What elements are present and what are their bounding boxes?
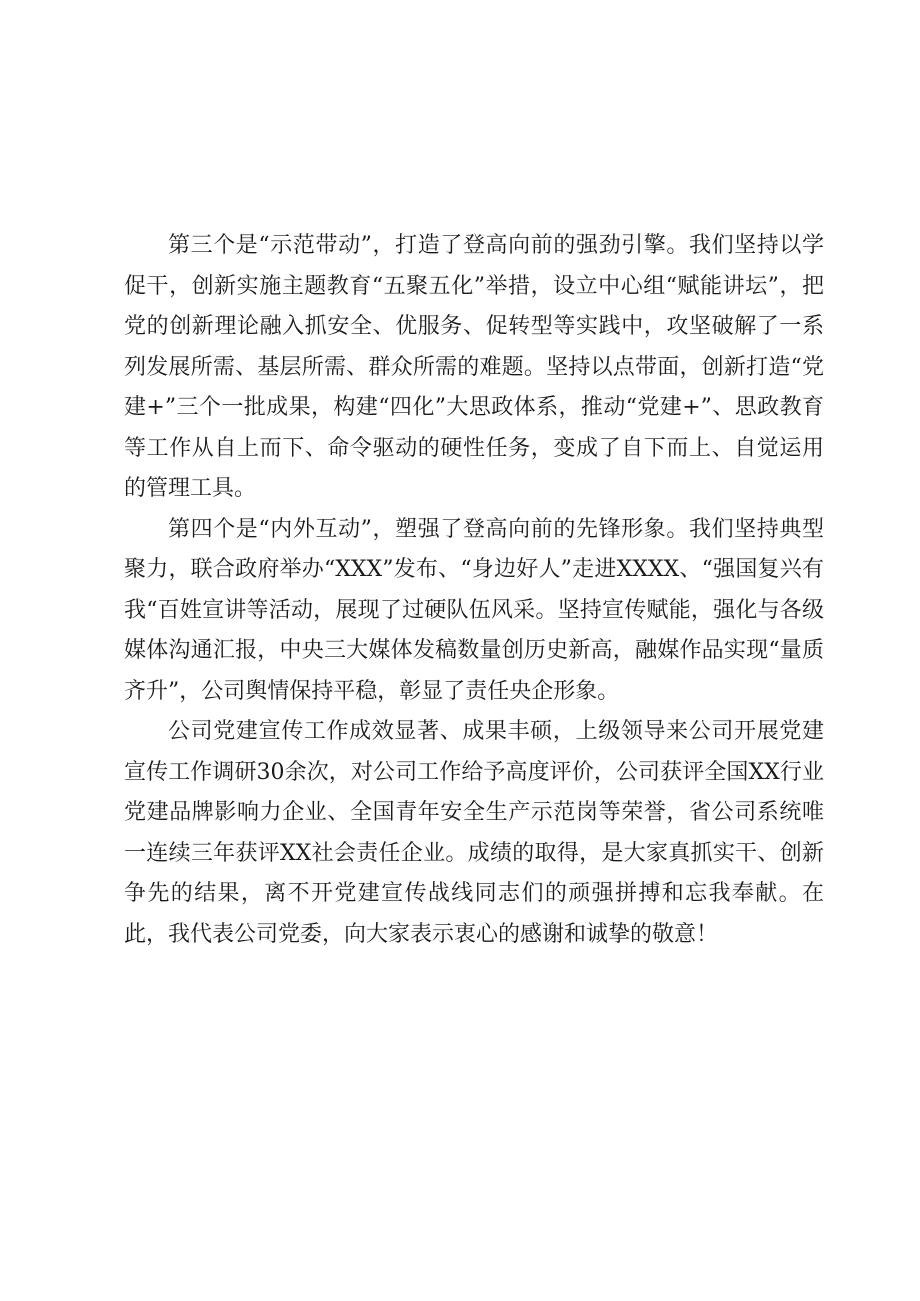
paragraph-demonstration: 第三个是“示范带动”，打造了登高向前的强劲引擎。我们坚持以学促干，创新实施主题教育“五聚五化”举措，设立中心组“赋能讲坛”，把党的创新理论融入抓安全、优服务、促转型等实践中，攻坚破解了一系列发展所需、基层所需、群众所需的难题。坚持以点带面，创新打造“党建+”三个一批成果，构建“四化”大思政体系，推动“党建+”、思政教育等工作从自上而下、命令驱动的硬性任务，变成了自下而上、自觉运用的管理工具。 (124, 233, 824, 501)
paragraph-achievements: 公司党建宣传工作成效显著、成果丰硕，上级领导来公司开展党建宣传工作调研30余次，对公司工作给予高度评价，公司获评全国XX行业党建品牌影响力企业、全国青年安全生产示范岗等荣誉，省公司系统唯一连续三年获评XX社会责任企业。成绩的取得，是大家真抓实干、创新争先的结果，离不开党建宣传战线同志们的顽强拼搏和忘我奉献。在此，我代表公司党委，向大家表示衷心的感谢和诚挚的敬意！ (124, 719, 824, 947)
document-body (124, 226, 824, 955)
paragraph-interaction: 第四个是“内外互动”，塑强了登高向前的先锋形象。我们坚持典型聚力，联合政府举办“XXX”发布、“身边好人”走进XXXX、“强国复兴有我“百姓宣讲等活动，展现了过硬队伍风采。坚持宣传赋能，强化与各级媒体沟通汇报，中央三大媒体发稿数量创历史新高，融媒作品实现“量质齐升”，公司舆情保持平稳，彰显了责任央企形象。 (124, 516, 824, 704)
